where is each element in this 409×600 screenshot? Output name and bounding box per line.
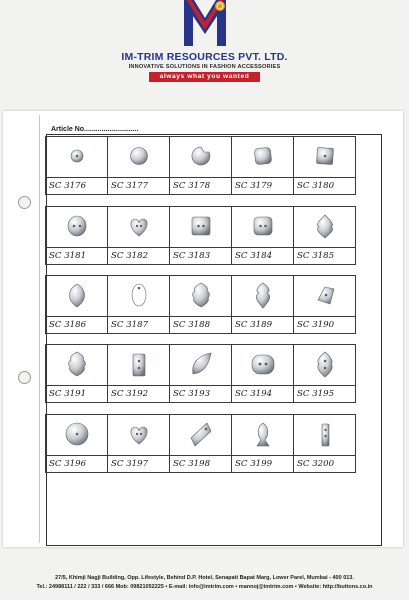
- article-code: SC 3185: [297, 251, 335, 261]
- button-sample-cell: [45, 136, 107, 195]
- button-sample-cell: [45, 344, 107, 403]
- article-code: SC 3190: [297, 320, 335, 330]
- sheet-frame: [46, 134, 382, 546]
- margin-line: [39, 115, 40, 543]
- button-sample-image: [108, 137, 169, 177]
- button-sample-image: [108, 207, 169, 247]
- article-code: SC 3177: [111, 181, 149, 191]
- button-sample-image: [170, 276, 231, 316]
- article-number-label: Article No............................: [51, 126, 139, 133]
- button-sample-cell: [107, 136, 169, 195]
- button-sample-image: [294, 415, 355, 455]
- article-code: SC 3195: [297, 389, 335, 399]
- button-sample-image: [294, 276, 355, 316]
- button-row: [45, 206, 356, 265]
- button-sample-cell: [231, 275, 293, 334]
- button-sample-cell: [169, 275, 231, 334]
- button-sample-cell: [169, 136, 231, 195]
- button-sample-image: [232, 276, 293, 316]
- button-sample-image: [232, 137, 293, 177]
- button-sample-image: [108, 276, 169, 316]
- button-sample-image: [294, 137, 355, 177]
- company-name: IM-TRIM RESOURCES PVT. LTD.: [121, 51, 288, 63]
- article-code: SC 3193: [173, 389, 211, 399]
- button-sample-image: [170, 415, 231, 455]
- article-code: SC 3200: [297, 459, 335, 469]
- button-sample-image: [46, 415, 107, 455]
- article-code: SC 3183: [173, 251, 211, 261]
- binder-hole-bottom: [18, 371, 31, 384]
- button-sample-image: [46, 345, 107, 385]
- button-sample-image: [108, 345, 169, 385]
- button-sample-image: [294, 207, 355, 247]
- slogan-banner: always what you wanted: [149, 72, 260, 82]
- article-code: SC 3188: [173, 320, 211, 330]
- button-sample-image: [170, 137, 231, 177]
- article-code: SC 3180: [297, 181, 335, 191]
- article-code: SC 3199: [235, 459, 273, 469]
- button-sample-image: [294, 345, 355, 385]
- button-sample-cell: [107, 275, 169, 334]
- button-sample-image: [108, 415, 169, 455]
- button-sample-image: [46, 276, 107, 316]
- binder-hole-top: [18, 196, 31, 209]
- button-sample-cell: [231, 136, 293, 195]
- button-sample-image: [170, 207, 231, 247]
- button-sample-image: [170, 345, 231, 385]
- button-sample-cell: [169, 414, 231, 473]
- button-sample-cell: [107, 344, 169, 403]
- article-code: SC 3192: [111, 389, 149, 399]
- article-code: SC 3179: [235, 181, 273, 191]
- button-sample-cell: [293, 414, 356, 473]
- company-tagline: INNOVATIVE SOLUTIONS IN FASHION ACCESSORIES: [128, 64, 281, 70]
- article-code: SC 3196: [49, 459, 87, 469]
- article-code: SC 3186: [49, 320, 87, 330]
- article-code: SC 3198: [173, 459, 211, 469]
- article-code: SC 3176: [49, 181, 87, 191]
- button-sample-cell: [45, 414, 107, 473]
- button-sample-cell: [231, 344, 293, 403]
- button-sample-cell: [293, 136, 356, 195]
- article-code: SC 3178: [173, 181, 211, 191]
- button-sample-cell: [231, 206, 293, 265]
- article-code: SC 3181: [49, 251, 87, 261]
- button-sample-image: [46, 137, 107, 177]
- article-code: SC 3189: [235, 320, 273, 330]
- button-sample-image: [46, 207, 107, 247]
- button-row: [45, 344, 356, 403]
- button-sample-cell: [169, 206, 231, 265]
- button-sample-cell: [45, 275, 107, 334]
- article-code: SC 3187: [111, 320, 149, 330]
- button-sample-image: [232, 207, 293, 247]
- footer-address: 27/5, Khimji Nagji Building, Opp. Lifestyle, Behind D.P. Hotel, Senapati Bapat Marg, Lower Parel, Mumbai - 400 013.: [55, 575, 354, 581]
- button-sample-cell: [45, 206, 107, 265]
- button-sample-cell: [293, 344, 356, 403]
- button-sample-cell: [293, 206, 356, 265]
- button-row: [45, 414, 356, 473]
- button-sample-cell: [107, 206, 169, 265]
- button-sample-cell: [107, 414, 169, 473]
- article-code: SC 3191: [49, 389, 87, 399]
- company-logo: [182, 0, 228, 48]
- button-row: [45, 136, 356, 195]
- footer-contact: Tel.: 24988111 / 222 / 333 / 666 Mob: 09821052225 • E-mail: info@imtrim.com • mannoj@imtrim.com • Website: http://buttons.co.in: [36, 584, 373, 590]
- article-code: SC 3197: [111, 459, 149, 469]
- button-sample-cell: [169, 344, 231, 403]
- button-sample-image: [232, 415, 293, 455]
- button-sample-cell: [293, 275, 356, 334]
- article-code: SC 3184: [235, 251, 273, 261]
- article-code: SC 3194: [235, 389, 273, 399]
- button-sample-cell: [231, 414, 293, 473]
- button-row: [45, 275, 356, 334]
- button-sample-image: [232, 345, 293, 385]
- article-code: SC 3182: [111, 251, 149, 261]
